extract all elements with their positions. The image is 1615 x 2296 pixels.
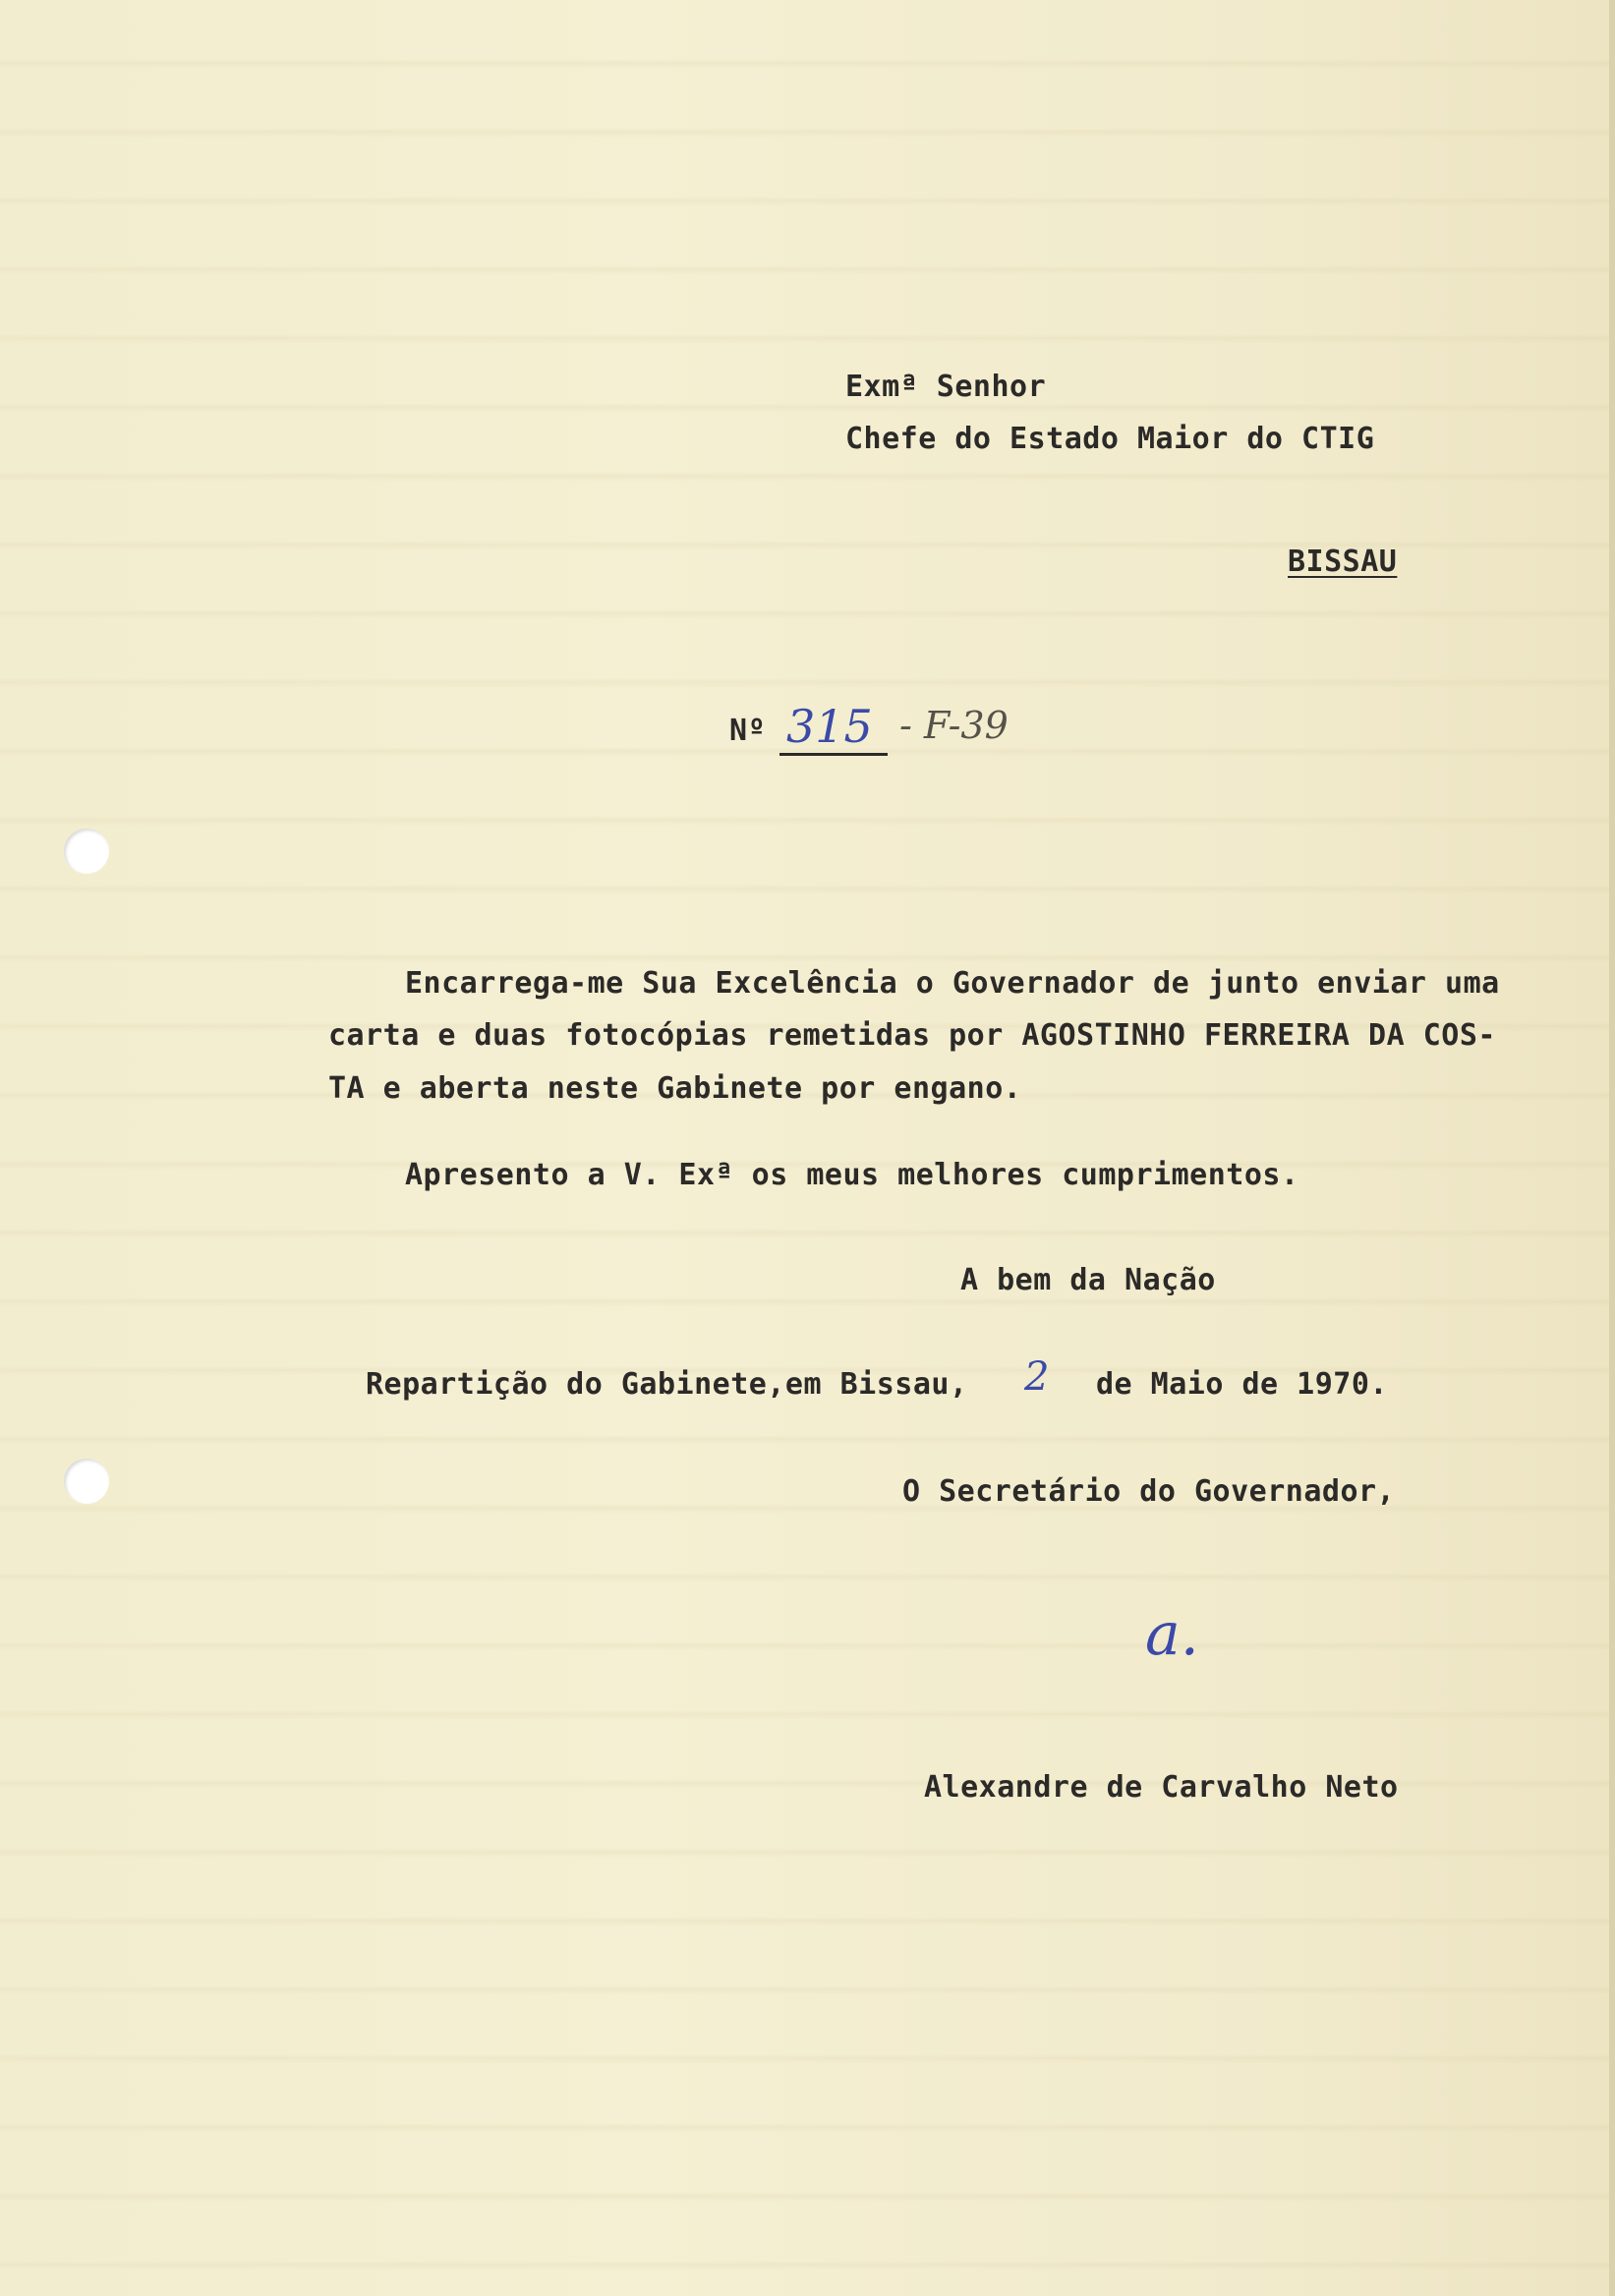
signatory-name: Alexandre de Carvalho Neto: [924, 1770, 1399, 1805]
addressee-salutation: Exmª Senhor: [845, 370, 1047, 404]
addressee-city: BISSAU: [1288, 545, 1398, 579]
body-line-2: carta e duas fotocópias remetidas por AGOSTINHO FERREIRA DA COS-: [328, 1018, 1496, 1053]
body-line-3: TA e aberta neste Gabinete por engano.: [328, 1071, 1022, 1106]
reference-number: 315: [786, 700, 873, 753]
reference-underline: [779, 753, 888, 756]
body-line-1: Encarrega-me Sua Excelência o Governador de junto enviar uma: [405, 966, 1500, 1001]
reference-suffix: - F-39: [899, 704, 1009, 747]
closing-role: O Secretário do Governador,: [902, 1474, 1396, 1509]
closing-motto: A bem da Nação: [960, 1263, 1216, 1297]
addressee-title: Chefe do Estado Maior do CTIG: [845, 422, 1375, 456]
punch-hole-bottom: [64, 1459, 109, 1504]
closing-date: de Maio de 1970.: [1096, 1367, 1388, 1402]
signature: a.: [1145, 1600, 1199, 1669]
page-edge: [1609, 0, 1615, 2296]
closing-day: 2: [1024, 1354, 1050, 1400]
punch-hole-top: [64, 829, 109, 874]
closing-place: Repartição do Gabinete,em Bissau,: [366, 1367, 968, 1402]
body-greeting: Apresento a V. Exª os meus melhores cumprimentos.: [405, 1158, 1299, 1192]
reference-prefix: Nº: [729, 714, 767, 748]
